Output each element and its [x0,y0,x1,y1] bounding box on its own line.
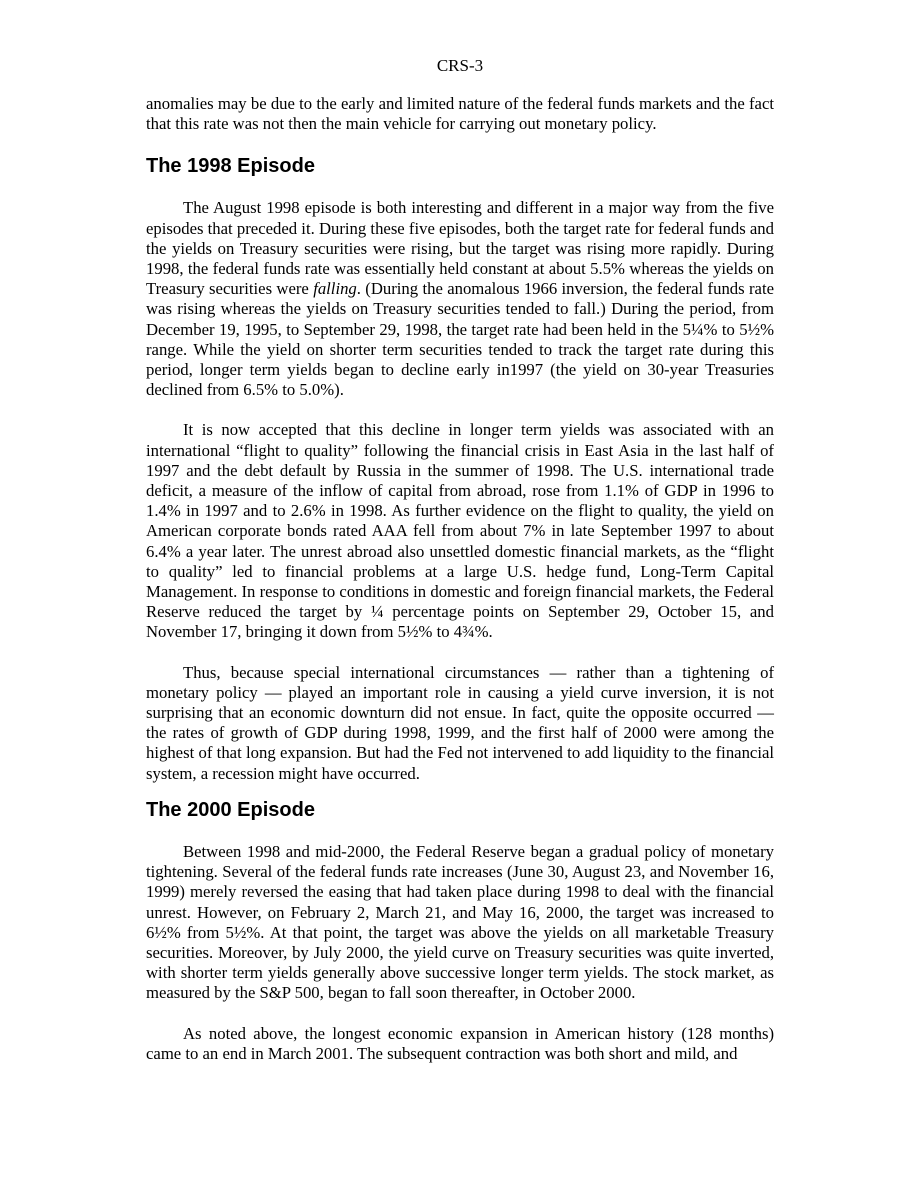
section-heading-1998: The 1998 Episode [146,155,315,178]
intro-paragraph: anomalies may be due to the early and limited nature of the federal funds markets and the fact that this rate was not then the main vehicle for carrying out monetary policy. [146,94,774,134]
section-heading-2000: The 2000 Episode [146,798,315,821]
emphasis-falling: falling [313,279,357,299]
document-body [146,94,774,1064]
page-number: CRS-3 [436,56,484,75]
paragraph-1998-1-part-b: . (During the anomalous 1966 inversion, the federal funds rate was rising whereas the yields on Treasury securities tended to fall.) During the period, from December 19, 1995, to September 29, 1998, the target rate had been held in the 5¼% to 5½% range. While the yield on shorter term securities tended to track the target rate during this period, longer term yields began to decline early in1997 (the yield on 30-year Treasuries declined from 6.5% to 5.0%). [146,279,774,400]
paragraph-1998-2: It is now accepted that this decline in longer term yields was associated with an international “flight to quality” following the financial crisis in East Asia in the last half of 1997 and the debt default by Russia in the summer of 1998. The U.S. international trade deficit, a measure of the inflow of capital from abroad, rose from 1.1% of GDP in 1996 to 1.4% in 1997 and to 2.6% in 1998. As further evidence on the flight to quality, the yield on American corporate bonds rated AAA fell from about 7% in late September 1997 to about 6.4% a year later. The unrest abroad also unsettled domestic financial markets, as the “flight to quality” led to financial problems at a large U.S. hedge fund, Long-Term Capital Management. In response to conditions in domestic and foreign financial markets, the Federal Reserve reduced the target by ¼ percentage points on September 29, October 15, and November 17, bringing it down from 5½% to 4¾%. [146,420,774,642]
paragraph-1998-1-part-a: The August 1998 episode is both interesting and different in a major way from the five episodes that preceded it. During these five episodes, both the target rate for federal funds and the yields on Treasury securities were rising, but the target was rising more rapidly. During 1998, the federal funds rate was essentially held constant at about 5.5% whereas the yields on Treasury securities were [146,198,774,299]
paragraph-1998-3: Thus, because special international circumstances — rather than a tightening of monetary policy — played an important role in causing a yield curve inversion, it is not surprising that an economic downturn did not ensue. In fact, quite the opposite occurred — the rates of growth of GDP during 1998, 1999, and the first half of 2000 were among the highest of that long expansion. But had the Fed not intervened to add liquidity to the financial system, a recession might have occurred. [146,662,774,783]
paragraph-2000-1: Between 1998 and mid-2000, the Federal Reserve began a gradual policy of monetary tightening. Several of the federal funds rate increases (June 30, August 23, and November 16, 1999) merely reversed the easing that had taken place during 1998 to deal with the financial unrest. However, on February 2, March 21, and May 16, 2000, the target was increased to 6½% from 5½%. At that point, the target was above the yields on all marketable Treasury securities. Moreover, by July 2000, the yield curve on Treasury securities was quite inverted, with shorter term yields generally above successive longer term yields. The stock market, as measured by the S&P 500, began to fall soon thereafter, in October 2000. [146,841,774,1003]
paragraph-2000-2: As noted above, the longest economic expansion in American history (128 months) came to an end in March 2001. The subsequent contraction was both short and mild, and [146,1023,774,1063]
paragraph-1998-1 [146,198,774,400]
